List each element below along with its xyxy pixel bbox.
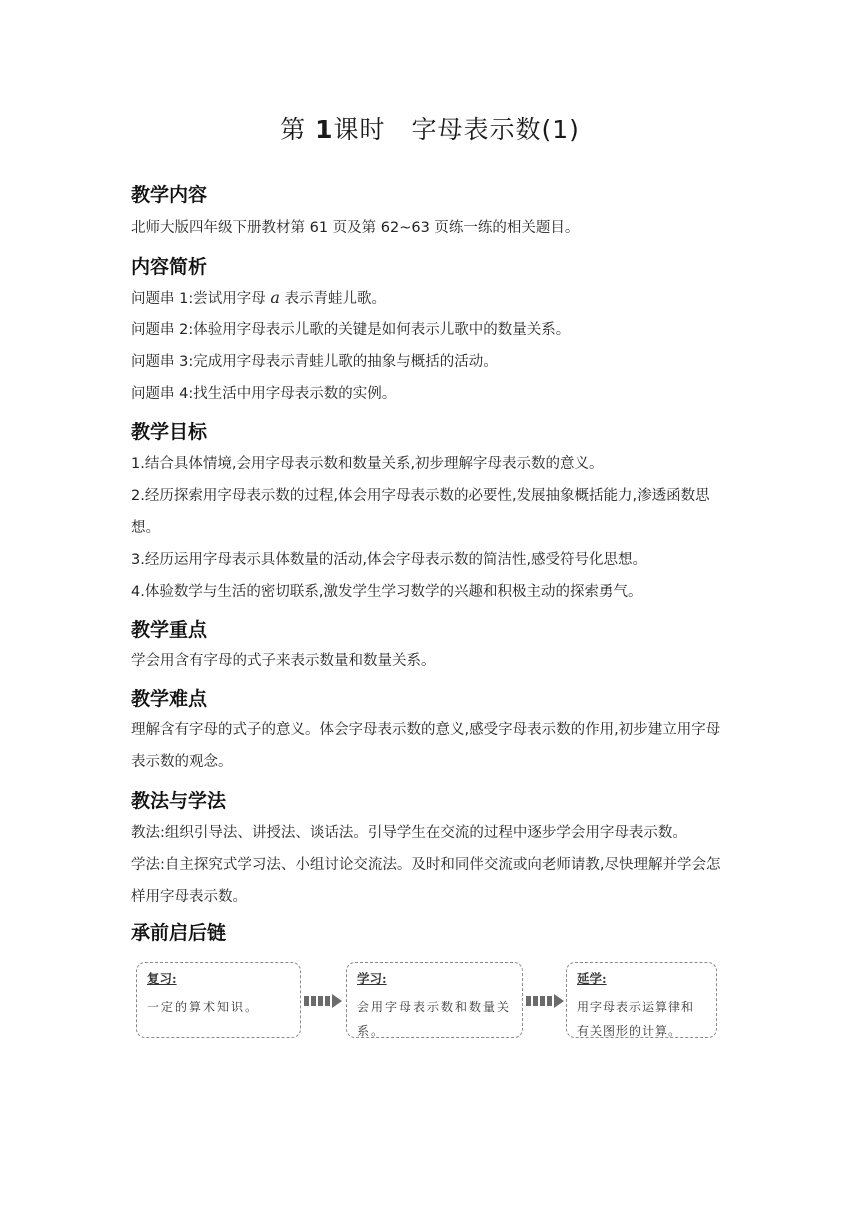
heading-summary: 内容简析 bbox=[131, 256, 208, 278]
heading-methods: 教法与学法 bbox=[131, 790, 227, 812]
methods-teach: 教法:组织引导法、讲授法、谈话法。引导学生在交流的过程中逐步学会用字母表示数。 bbox=[131, 825, 687, 841]
chain-box-extend bbox=[566, 962, 717, 1038]
goal-item-2: 2.经历探索用字母表示数的过程,体会用字母表示数的必要性,发展抽象概括能力,渗透函数思想。 bbox=[131, 488, 710, 536]
title-prefix: 第 bbox=[280, 115, 307, 144]
goal-item-3: 3.经历运用字母表示具体数量的活动,体会字母表示数的简洁性,感受符号化思想。 bbox=[131, 552, 648, 568]
heading-difficulty: 教学难点 bbox=[131, 688, 208, 710]
knowledge-chain bbox=[0, 962, 860, 1042]
chain-box-learn-label: 学习: bbox=[357, 971, 387, 986]
summary-item-1 bbox=[131, 282, 731, 315]
title-number: 1 bbox=[315, 115, 334, 144]
title-suffix: 课时 字母表示数(1) bbox=[333, 115, 580, 144]
summary-item-2: 问题串 2:体验用字母表示儿歌的关键是如何表示儿歌中的数量关系。 bbox=[131, 322, 571, 338]
summary-item-4: 问题串 4:找生活中用字母表示数的实例。 bbox=[131, 386, 397, 402]
chain-box-extend-text: 用字母表示运算律和有关图形的计算。 bbox=[577, 1000, 695, 1038]
key-text: 学会用含有字母的式子来表示数量和数量关系。 bbox=[131, 653, 436, 669]
chain-box-extend-label: 延学: bbox=[577, 971, 607, 986]
summary-item-1-after: 表示青蛙儿歌。 bbox=[279, 291, 386, 307]
goal-item-4: 4.体验数学与生活的密切联系,激发学生学习数学的兴趣和积极主动的探索勇气。 bbox=[131, 584, 643, 600]
chain-box-learn-text: 会用字母表示数和数量关系。 bbox=[357, 1000, 512, 1038]
goal-item-1: 1.结合具体情境,会用字母表示数和数量关系,初步理解字母表示数的意义。 bbox=[131, 456, 604, 472]
chain-arrow-icon bbox=[304, 994, 344, 1008]
heading-chain: 承前启后链 bbox=[131, 922, 227, 944]
difficulty-text: 理解含有字母的式子的意义。体会字母表示数的意义,感受字母表示数的作用,初步建立用字母表示数的观念。 bbox=[131, 722, 721, 770]
heading-goals: 教学目标 bbox=[131, 421, 208, 443]
methods-learn: 学法:自主探究式学习法、小组讨论交流法。及时和同伴交流或向老师请教,尽快理解并学会怎样用字母表示数。 bbox=[131, 857, 721, 905]
page-title bbox=[0, 110, 860, 146]
content-text: 北师大版四年级下册教材第 61 页及第 62~63 页练一练的相关题目。 bbox=[131, 220, 580, 236]
heading-content: 教学内容 bbox=[131, 184, 208, 206]
chain-box-learn bbox=[346, 962, 523, 1038]
summary-item-1-before: 问题串 1:尝试用字母 bbox=[131, 291, 271, 307]
heading-key: 教学重点 bbox=[131, 619, 208, 641]
chain-box-review bbox=[136, 962, 301, 1038]
summary-item-3: 问题串 3:完成用字母表示青蛙儿歌的抽象与概括的活动。 bbox=[131, 354, 498, 370]
chain-box-review-label: 复习: bbox=[147, 971, 177, 986]
variable-a: a bbox=[270, 288, 280, 307]
chain-arrow-icon bbox=[526, 994, 566, 1008]
chain-box-review-text: 一定的算术知识。 bbox=[147, 1000, 260, 1014]
